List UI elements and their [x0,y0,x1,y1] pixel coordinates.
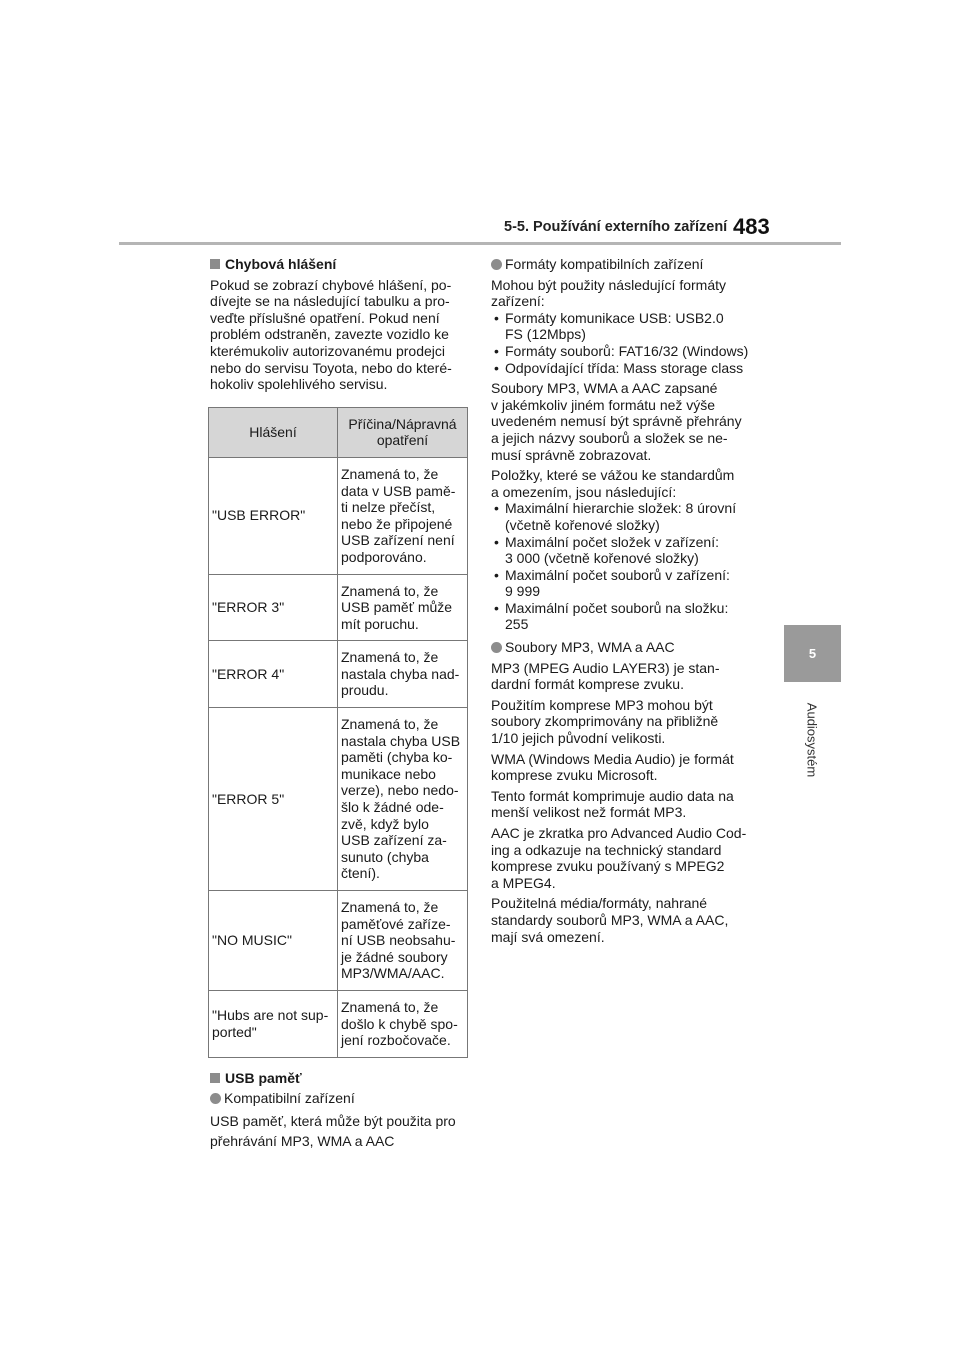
circle-bullet-icon [491,642,502,653]
header-message: Hlášení [209,407,338,457]
table-header-row [209,407,468,457]
paragraph: MP3 (MPEG Audio LAYER3) je stan- dardní formát komprese zvuku. [491,659,720,693]
list-item: • Maximální počet složek v zařízení: 3 000 (včetně kořenové složky) [491,534,753,567]
table-row [209,708,468,891]
cause-cell: Znamená to, že nastala chyba USB paměti (chyba ko- munikace nebo verze), nebo nedo- šlo k žádné ode- zvě, když bylo USB zařízení za- sunuto (chyba čtení). [338,708,468,891]
table-row [209,891,468,991]
list-item: • Formáty komunikace USB: USB2.0 FS (12Mbps) [491,310,753,343]
list-item: • Odpovídající třída: Mass storage class [491,360,753,377]
table-row [209,457,468,574]
page-number: 483 [733,214,770,239]
table-row [209,990,468,1057]
cause-cell: Znamená to, že došlo k chybě spo- jení rozbočovače. [338,990,468,1057]
paragraph: WMA (Windows Media Audio) je formát komprese zvuku Microsoft. [491,750,734,784]
usb-memory-heading [210,1070,470,1087]
circle-bullet-icon [491,259,502,270]
message-cell: "NO MUSIC" [209,891,338,991]
header-divider [119,242,841,245]
paragraph: Soubory MP3, WMA a AAC zapsané v jakémkoliv jiném formátu než výše uvedeném nemusí být správně přehrány a jejich názvy souborů a složek se ne- musí správně zobrazovat. [491,380,742,463]
subheading-text: Formáty kompatibilních zařízení [505,256,704,272]
error-table [208,407,468,1058]
message-cell: "USB ERROR" [209,457,338,574]
square-bullet-icon [210,259,220,269]
table-row [209,641,468,708]
paragraph: Tento formát komprimuje audio data na menší velikost než formát MP3. [491,787,734,821]
error-messages-heading [210,256,470,273]
chapter-number: 5 [808,646,817,661]
chapter-tab [784,625,841,682]
formats-heading [491,256,753,273]
list-item: • Maximální počet souborů na složku: 255 [491,600,753,633]
compatible-devices-heading [210,1090,470,1107]
list-item: • Maximální počet souborů v zařízení: 9 999 [491,567,753,600]
cause-cell: Znamená to, že USB paměť může mít poruchu. [338,574,468,641]
paragraph: Položky, které se vážou ke standardům a omezením, jsou následující: [491,467,735,500]
limits-list [491,500,753,633]
paragraph: Použitelná média/formáty, nahrané standardy souborů MP3, WMA a AAC, mají svá omezení. [491,895,729,945]
cause-cell: Znamená to, že data v USB pamě- ti nelze přečíst, nebo že připojené USB zařízení není podporováno. [338,457,468,574]
cause-cell: Znamená to, že paměťové zaříze- ní USB neobsahu- je žádné soubory MP3/WMA/AAC. [338,891,468,991]
chapter-label: Audiosystém [804,702,820,778]
header-cause: Příčina/Nápravná opatření [338,407,468,457]
subheading-text: Soubory MP3, WMA a AAC [505,639,675,656]
message-cell: "Hubs are not sup- ported" [209,990,338,1057]
table-row [209,574,468,641]
list-item: • Formáty souborů: FAT16/32 (Windows) [491,343,753,360]
formats-intro: Mohou být použity následující formáty zařízení: [491,276,727,310]
square-bullet-icon [210,1073,220,1083]
compatible-devices-paragraph: USB paměť, která může být použita pro přehrávání MP3, WMA a AAC [210,1112,456,1149]
left-column [210,256,470,1155]
files-heading [491,639,753,656]
cause-cell: Znamená to, že nastala chyba nad- proudu. [338,641,468,708]
intro-paragraph: Pokud se zobrazí chybové hlášení, po- dívejte se na následující tabulku a pro- veďte příslušné opatření. Pokud není problém odstraněn, zavezte vozidlo ke kterémukoliv autorizovanému prodejci nebo do servisu Toyota, nebo do které- hokoliv spolehlivého servisu. [210,276,452,393]
subheading-text: Kompatibilní zařízení [224,1090,355,1107]
formats-list [491,310,753,376]
heading-text: Chybová hlášení [225,256,337,272]
message-cell: "ERROR 5" [209,708,338,891]
circle-bullet-icon [210,1093,221,1104]
paragraph: AAC je zkratka pro Advanced Audio Cod- ing a odkazuje na technický standard komprese zvuku používaný s MPEG2 a MPEG4. [491,825,747,891]
list-item: • Maximální hierarchie složek: 8 úrovní (včetně kořenové složky) [491,500,753,533]
message-cell: "ERROR 3" [209,574,338,641]
section-title: 5-5. Používání externího zařízení [504,219,728,235]
heading-text: USB paměť [225,1069,302,1086]
paragraph: Použitím komprese MP3 mohou být soubory zkomprimovány na přibližně 1/10 jejich původní velikosti. [491,696,719,747]
message-cell: "ERROR 4" [209,641,338,708]
right-column [491,256,753,949]
